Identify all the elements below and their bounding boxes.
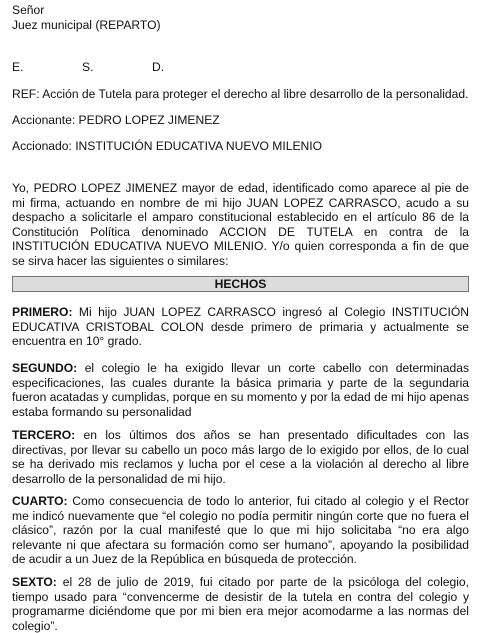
fact-label: TERCERO:	[12, 428, 76, 442]
fact-text: el 28 de julio de 2019, fui citado por parte de la psicóloga del colegio, tiempo usado para “convencerme de desistir de la tutela en contra del colegio y programarme diciéndome que por mi bien era mejor acomodarme a las normas del colegio”.	[12, 575, 469, 633]
intro-paragraph: Yo, PEDRO LOPEZ JIMENEZ mayor de edad, identificado como aparece al pie de mi firma, actuando en nombre de mi hijo JUAN LOPEZ CARRASCO, acudo a su despacho a solicitarle el amparo constitucional establecido en el artículo 86 de la Constitución Política denominado ACCION DE TUTELA en contra de la INSTITUCIÓN EDUCATIVA NUEVO MILENIO. Y/o quien corresponda a fin de que se sirva hacer las siguientes o similares:	[12, 181, 469, 268]
accionante-line: Accionante: PEDRO LOPEZ JIMENEZ	[12, 113, 220, 127]
s-label: S.	[82, 60, 94, 74]
fact-primero	[12, 305, 469, 349]
fact-label: CUARTO:	[12, 494, 68, 508]
fact-text: en los últimos dos años se han presentado dificultades con las directivas, por llevar su cabello un poco más largo de lo exigido por ellos, de lo cual se ha derivado mis reclamos y lucha por el cese a la violación al derecho al libre desarrollo de la personalidad de mi hijo.	[12, 428, 469, 486]
reference-line: REF: Acción de Tutela para proteger el derecho al libre desarrollo de la personalidad.	[12, 87, 469, 101]
fact-text: Mi hijo JUAN LOPEZ CARRASCO ingresó al Colegio INSTITUCIÓN EDUCATIVA CRISTOBAL COLON desde primero de primaria y actualmente se encuentra en 10° grado.	[12, 305, 469, 348]
fact-text: Como consecuencia de todo lo anterior, fui citado al colegio y el Rector me indicó nuevamente que “el colegio no podía permitir ningún corte que no fuera el clásico”, razón por la cual manifesté que lo que mi hijo solicitaba “no era algo relevante ni que afectara su formación como ser humano”, apoyando la posibilidad de acudir a un Juez de la República en búsqueda de protección.	[12, 494, 469, 566]
e-label: E.	[12, 60, 24, 74]
addressee: Juez municipal (REPARTO)	[12, 18, 161, 32]
d-label: D.	[152, 60, 165, 74]
accionado-line: Accionado: INSTITUCIÓN EDUCATIVA NUEVO MILENIO	[12, 139, 323, 153]
fact-sexto	[12, 575, 469, 633]
section-title: HECHOS	[214, 277, 267, 291]
section-header-hechos	[12, 276, 469, 292]
fact-text: el colegio le ha exigido llevar un corte cabello con determinadas especificaciones, las cuales durante la básica primaria y parte de la segundaria fueron acatadas y cumplidas, porque en su momento y por la edad de mi hijo apenas estaba formando su personalidad	[12, 361, 469, 419]
fact-label: SEXTO:	[12, 575, 57, 589]
fact-cuarto	[12, 494, 469, 567]
fact-tercero	[12, 428, 469, 486]
fact-label: SEGUNDO:	[12, 361, 78, 375]
fact-segundo	[12, 361, 469, 419]
salutation: Señor	[12, 3, 45, 17]
fact-label: PRIMERO:	[12, 305, 73, 319]
